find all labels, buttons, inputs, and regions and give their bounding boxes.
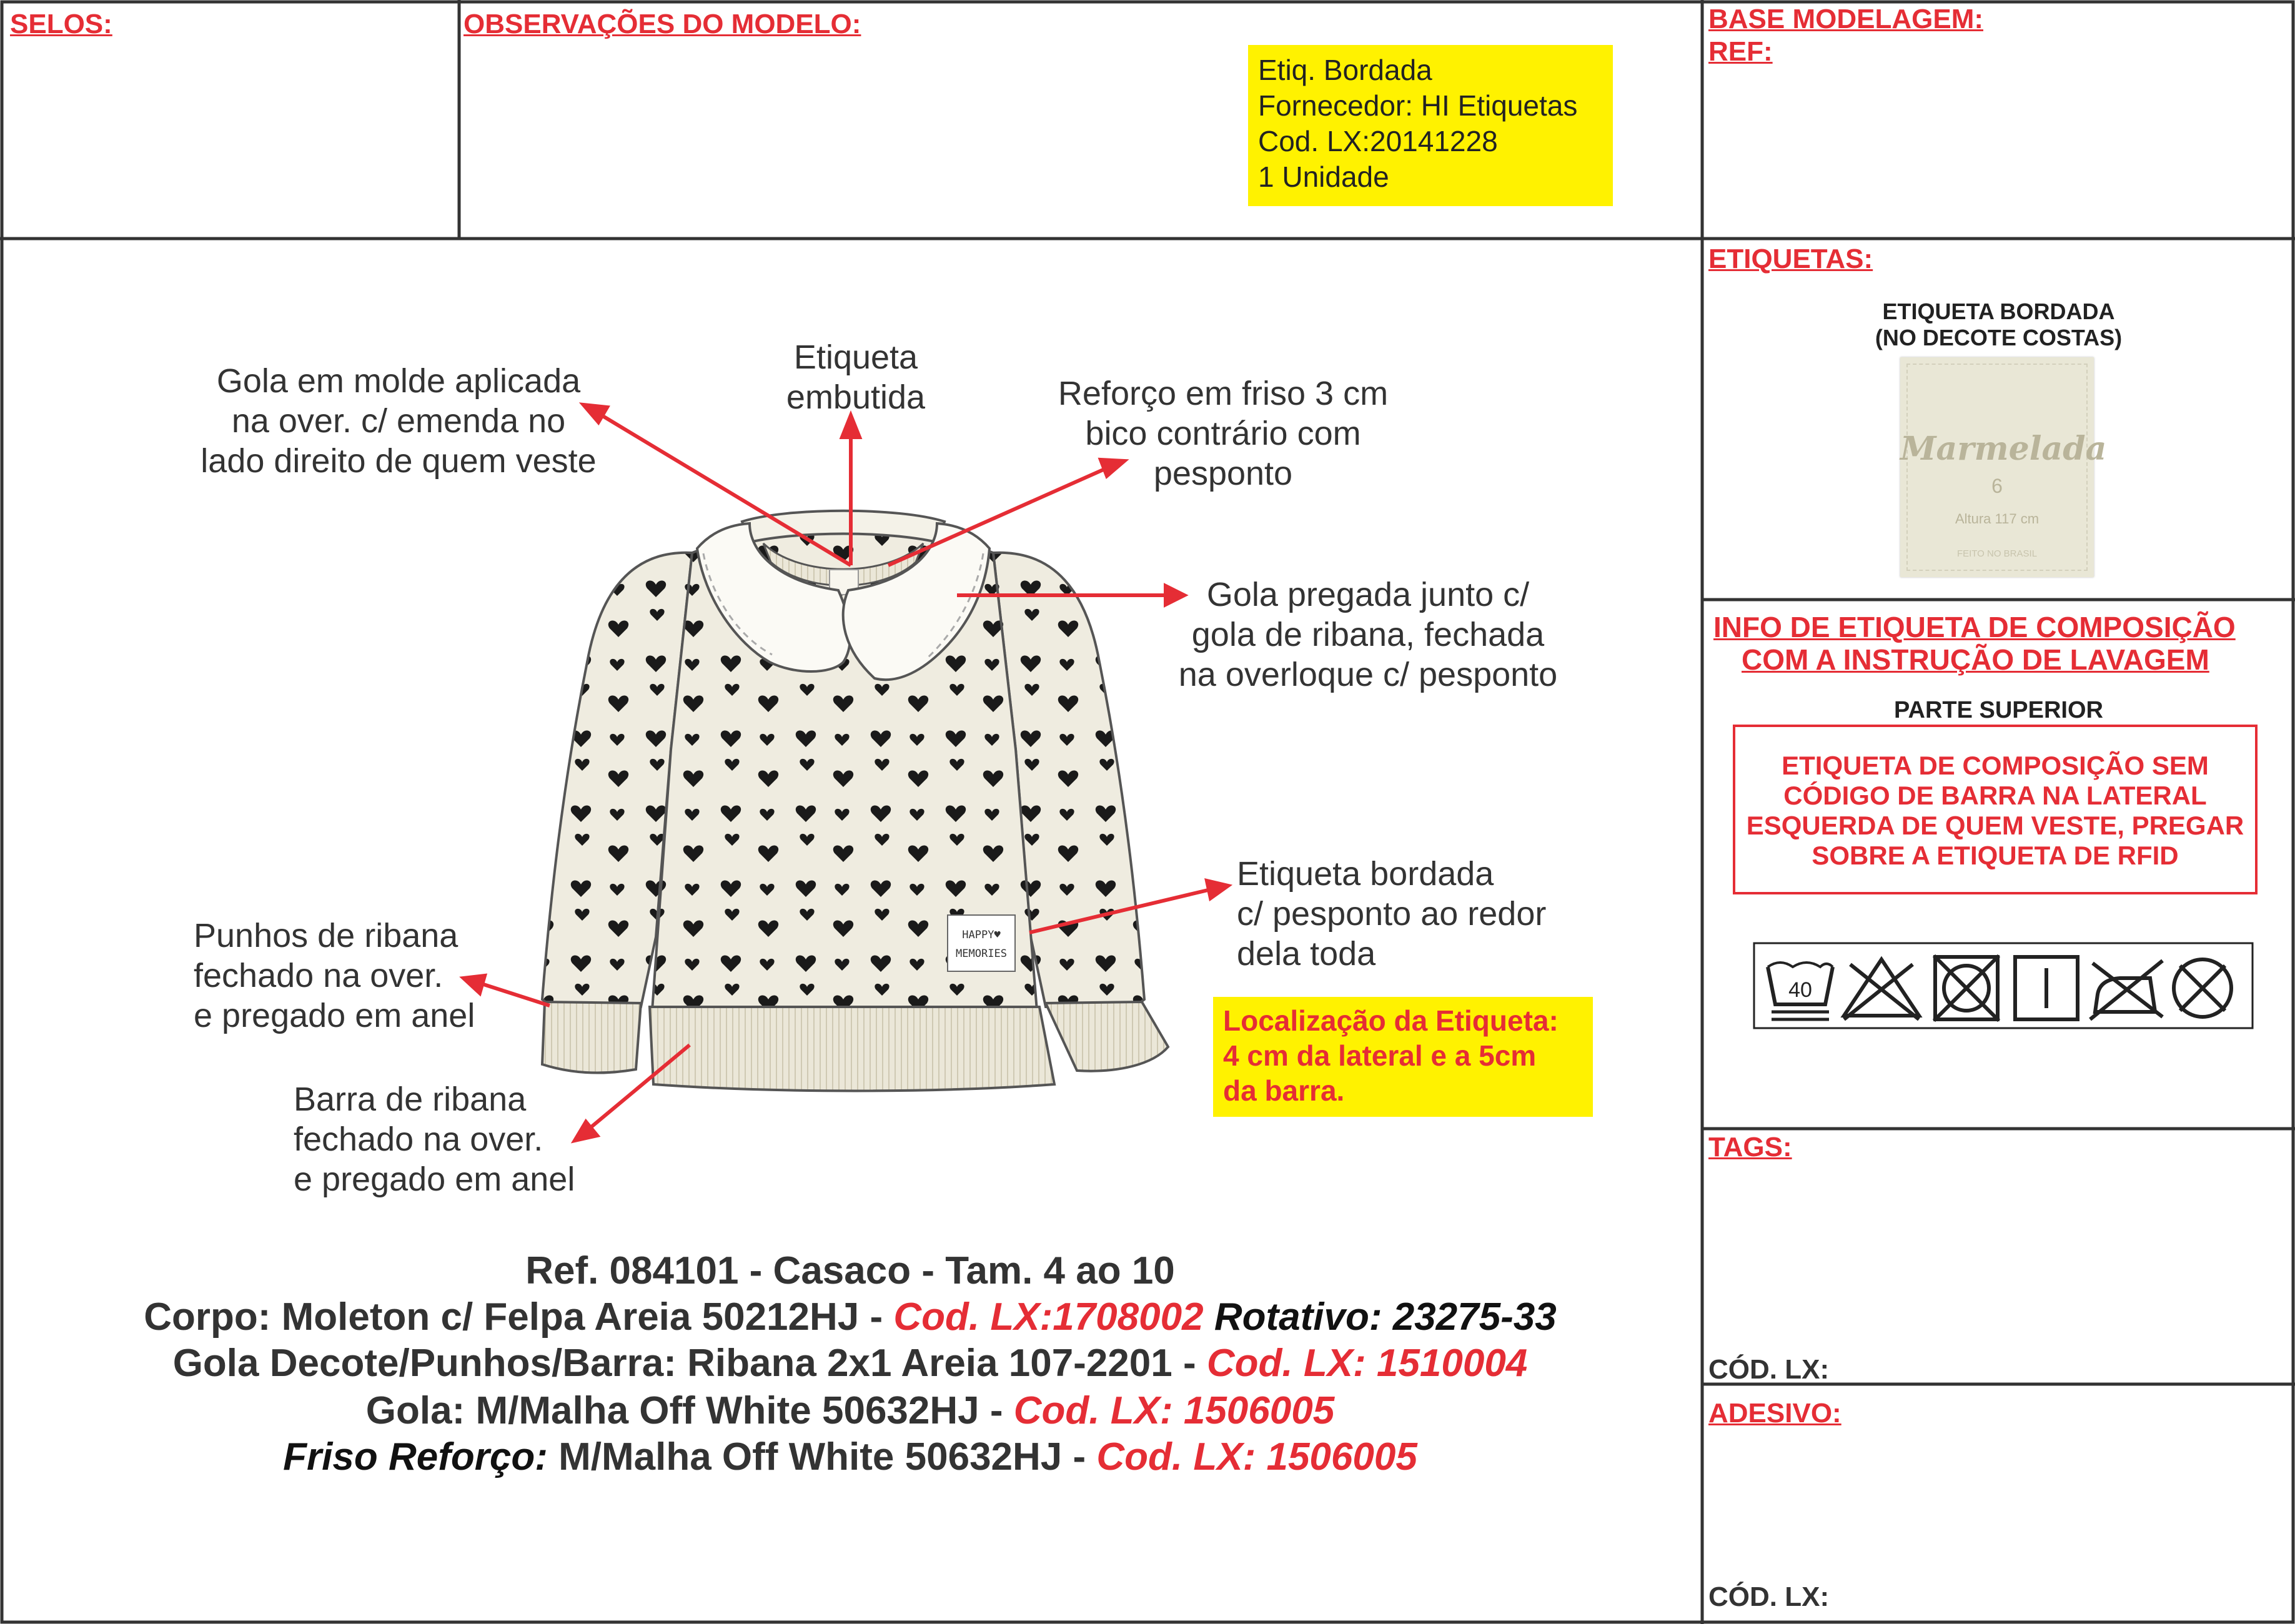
spec-corpo-rotativo: Rotativo: 23275-33 <box>1203 1295 1557 1339</box>
patch-text-line-1: HAPPY♥ <box>962 929 1001 941</box>
spec-ribana-material: Gola Decote/Punhos/Barra: Ribana 2x1 Areia 107-2201 - <box>172 1342 1207 1385</box>
callout-line: embutida <box>786 379 926 416</box>
callout-barra <box>294 1079 575 1199</box>
callout-line: na overloque c/ pesponto <box>1178 656 1558 693</box>
callout-gola-pregada <box>1149 575 1587 695</box>
composition-note-line: ETIQUETA DE COMPOSIÇÃO SEM <box>1782 751 2209 780</box>
spec-gola-line <box>0 1388 1700 1434</box>
spec-ribana-line <box>0 1340 1700 1387</box>
spec-friso-label: Friso Reforço: <box>283 1435 548 1478</box>
spec-friso-code: Cod. LX: 1506005 <box>1096 1435 1417 1478</box>
label-panel-title-line: ETIQUETA BORDADA <box>1882 299 2115 324</box>
callout-line: Punhos de ribana <box>194 917 459 954</box>
spec-ref-line: Ref. 084101 - Casaco - Tam. 4 ao 10 <box>525 1249 1175 1292</box>
adesivo-title: ADESIVO: <box>1708 1398 1841 1428</box>
etiquetas-title: ETIQUETAS: <box>1708 244 1873 274</box>
hem-band <box>650 1007 1054 1091</box>
spec-corpo-material: Corpo: Moleton c/ Felpa Areia 50212HJ - <box>144 1295 894 1339</box>
callout-punhos <box>194 916 475 1036</box>
callout-line: gola de ribana, fechada <box>1191 616 1545 653</box>
tags-cod-lx: CÓD. LX: <box>1708 1354 1830 1385</box>
label-height: Altura 117 cm <box>1955 511 2040 527</box>
callout-line: pesponto <box>1153 455 1293 492</box>
spec-friso-line <box>0 1434 1700 1480</box>
care-symbols <box>1753 942 2254 1029</box>
callout-line: Gola pregada junto c/ <box>1206 576 1530 613</box>
callout-line: e pregado em anel <box>294 1161 575 1198</box>
callout-line: Barra de ribana <box>294 1081 527 1118</box>
label-made-in: FEITO NO BRASIL <box>1956 548 2038 559</box>
callout-etiqueta-embutida <box>731 337 981 417</box>
spec-corpo-line <box>0 1294 1700 1340</box>
observacoes-title: OBSERVAÇÕES DO MODELO: <box>463 9 861 39</box>
parte-superior-label: PARTE SUPERIOR <box>1893 697 2103 723</box>
composition-note-line: SOBRE A ETIQUETA DE RFID <box>1812 841 2179 870</box>
happy-memories-patch <box>948 915 1015 971</box>
composition-note-box <box>1733 725 2258 894</box>
spec-corpo-code: Cod. LX:1708002 <box>893 1295 1204 1339</box>
obs-note-line: Cod. LX:20141228 <box>1258 125 1498 157</box>
callout-line: Etiqueta bordada <box>1237 855 1494 893</box>
spec-friso-material: M/Malha Off White 50632HJ - <box>547 1435 1097 1478</box>
callout-line: Etiqueta <box>793 339 918 376</box>
localizacao-text <box>1223 1003 1559 1108</box>
obs-note-line: 1 Unidade <box>1258 161 1389 193</box>
base-modelagem-title: BASE MODELAGEM: <box>1708 4 1983 34</box>
right-cuff <box>1046 1002 1168 1071</box>
callout-line: bico contrário com <box>1085 415 1361 452</box>
callout-line: lado direito de quem veste <box>201 442 597 480</box>
patch-text-line-2: MEMORIES <box>956 948 1007 960</box>
info-composicao-title-1: INFO DE ETIQUETA DE COMPOSIÇÃO <box>1713 611 2236 643</box>
wash-temp-label: 40 <box>1788 978 1812 1002</box>
info-composicao-title-2: COM A INSTRUÇÃO DE LAVAGEM <box>1742 643 2209 676</box>
selos-title: SELOS: <box>10 9 112 39</box>
localizacao-line: da barra. <box>1223 1074 1345 1107</box>
tags-title: TAGS: <box>1708 1132 1792 1162</box>
label-size: 6 <box>1991 475 2003 497</box>
label-panel-title-line: (NO DECOTE COSTAS) <box>1875 325 2123 350</box>
callout-line: e pregado em anel <box>194 997 475 1034</box>
callout-line: c/ pesponto ao redor <box>1237 895 1547 933</box>
composition-note-line: ESQUERDA DE QUEM VESTE, PREGAR <box>1746 811 2244 840</box>
localizacao-line: Localização da Etiqueta: <box>1223 1004 1559 1037</box>
obs-note-line: Etiq. Bordada <box>1258 54 1432 86</box>
callout-line: na over. c/ emenda no <box>231 402 566 440</box>
woven-label <box>1900 357 2107 577</box>
callout-line: fechado na over. <box>294 1121 543 1158</box>
callout-gola-molde <box>174 361 623 481</box>
callout-line: fechado na over. <box>194 957 444 994</box>
label-brand: Marmelada <box>1900 430 2107 468</box>
composition-note-text <box>1735 751 2255 871</box>
spec-gola-code: Cod. LX: 1506005 <box>1013 1389 1335 1432</box>
callout-line: dela toda <box>1237 935 1376 973</box>
callout-etiqueta-bordada <box>1237 854 1546 974</box>
ref-title: REF: <box>1708 36 1773 67</box>
left-cuff <box>542 1002 641 1073</box>
spec-ribana-code: Cod. LX: 1510004 <box>1206 1342 1528 1385</box>
callout-line: Gola em molde aplicada <box>216 362 581 400</box>
composition-note-line: CÓDIGO DE BARRA NA LATERAL <box>1783 781 2207 810</box>
adesivo-cod-lx: CÓD. LX: <box>1708 1582 1830 1612</box>
obs-note-line: Fornecedor: HI Etiquetas <box>1258 89 1578 122</box>
callout-reforco <box>1011 374 1435 493</box>
spec-gola-material: Gola: M/Malha Off White 50632HJ - <box>365 1389 1014 1432</box>
no-tumble-dry-icon <box>1934 956 1999 1021</box>
localizacao-box <box>1213 997 1593 1117</box>
callout-line: Reforço em friso 3 cm <box>1058 375 1389 412</box>
localizacao-line: 4 cm da lateral e a 5cm <box>1223 1039 1537 1072</box>
label-panel-title <box>1702 299 2295 351</box>
